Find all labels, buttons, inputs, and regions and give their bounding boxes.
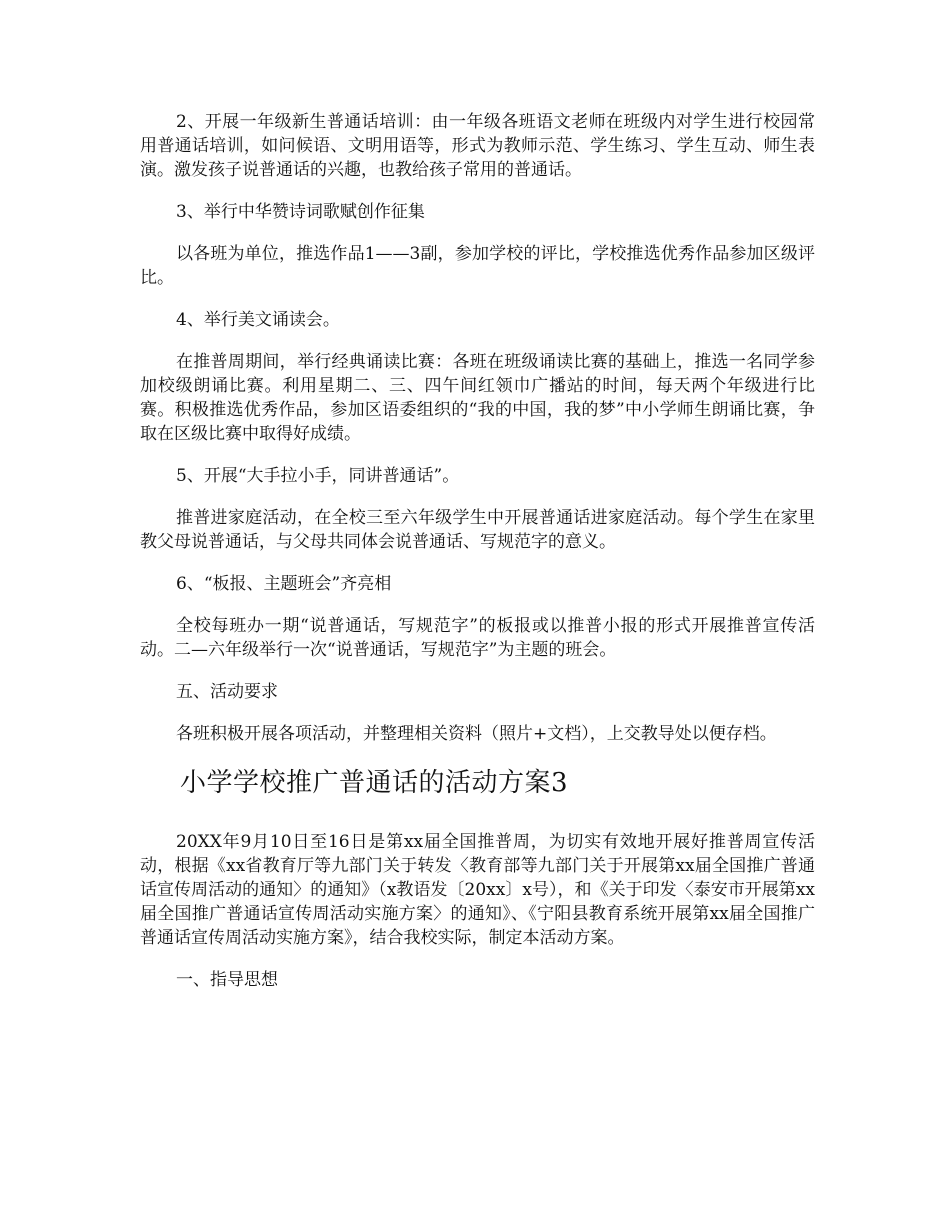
paragraph-item-2-training: 2、开展一年级新生普通话培训：由一年级各班语文老师在班级内对学生进行校园常用普通话培训，如问候语、文明用语等，形式为教师示范、学生练习、学生互动、师生表演。激发孩子说普通话的兴趣，也教给孩子常用的普通话。 [140, 112, 815, 180]
paragraph-intro: 20XX年9月10日至16日是第xx届全国推普周，为切实有效地开展好推普周宣传活动，根据《xx省教育厅等九部门关于转发〈教育部等九部门关于开展第xx届全国推广普通话宣传周活动的通知〉的通知》（x教语发〔20xx〕x号），和《关于印发〈泰安市开展第xx届全国推广普通话宣传周活动实施方案〉的通知》、《宁阳县教育系统开展第xx届全国推广普通话宣传周活动实施方案》，结合我校实际，制定本活动方案。 [140, 832, 815, 948]
section-heading-requirements: 五、活动要求 [176, 682, 278, 702]
document-page [140, 110, 815, 1010]
paragraph-family-details: 推普进家庭活动，在全校三至六年级学生中开展普通话进家庭活动。每个学生在家里教父母说普通话，与父母共同体会说普通话、写规范字的意义。 [140, 508, 815, 552]
paragraph-item-3-poetry: 3、举行中华赞诗词歌赋创作征集 [176, 202, 425, 222]
paragraph-item-5-hand-in-hand: 5、开展“大手拉小手，同讲普通话”。 [176, 466, 460, 486]
paragraph-poetry-details: 以各班为单位，推选作品1——3副，参加学校的评比，学校推选优秀作品参加区级评比。 [140, 244, 815, 288]
document-title: 小学学校推广普通话的活动方案3 [180, 768, 569, 798]
paragraph-item-6-blackboard: 6、“板报、主题班会”齐亮相 [176, 574, 392, 594]
paragraph-item-4-reading: 4、举行美文诵读会。 [176, 310, 340, 330]
paragraph-requirements-details: 各班积极开展各项活动，并整理相关资料（照片+文档），上交教导处以便存档。 [176, 724, 777, 744]
paragraph-blackboard-details: 全校每班办一期“说普通话，写规范字”的板报或以推普小报的形式开展推普宣传活动。二—六年级举行一次“说普通话，写规范字”为主题的班会。 [140, 616, 815, 660]
section-heading-guiding-ideology: 一、指导思想 [176, 970, 278, 990]
paragraph-reading-details: 在推普周期间，举行经典诵读比赛：各班在班级诵读比赛的基础上，推选一名同学参加校级朗诵比赛。利用星期二、三、四午间红领巾广播站的时间，每天两个年级进行比赛。积极推选优秀作品，参加区语委组织的“我的中国，我的梦”中小学师生朗诵比赛，争取在区级比赛中取得好成绩。 [140, 352, 815, 444]
